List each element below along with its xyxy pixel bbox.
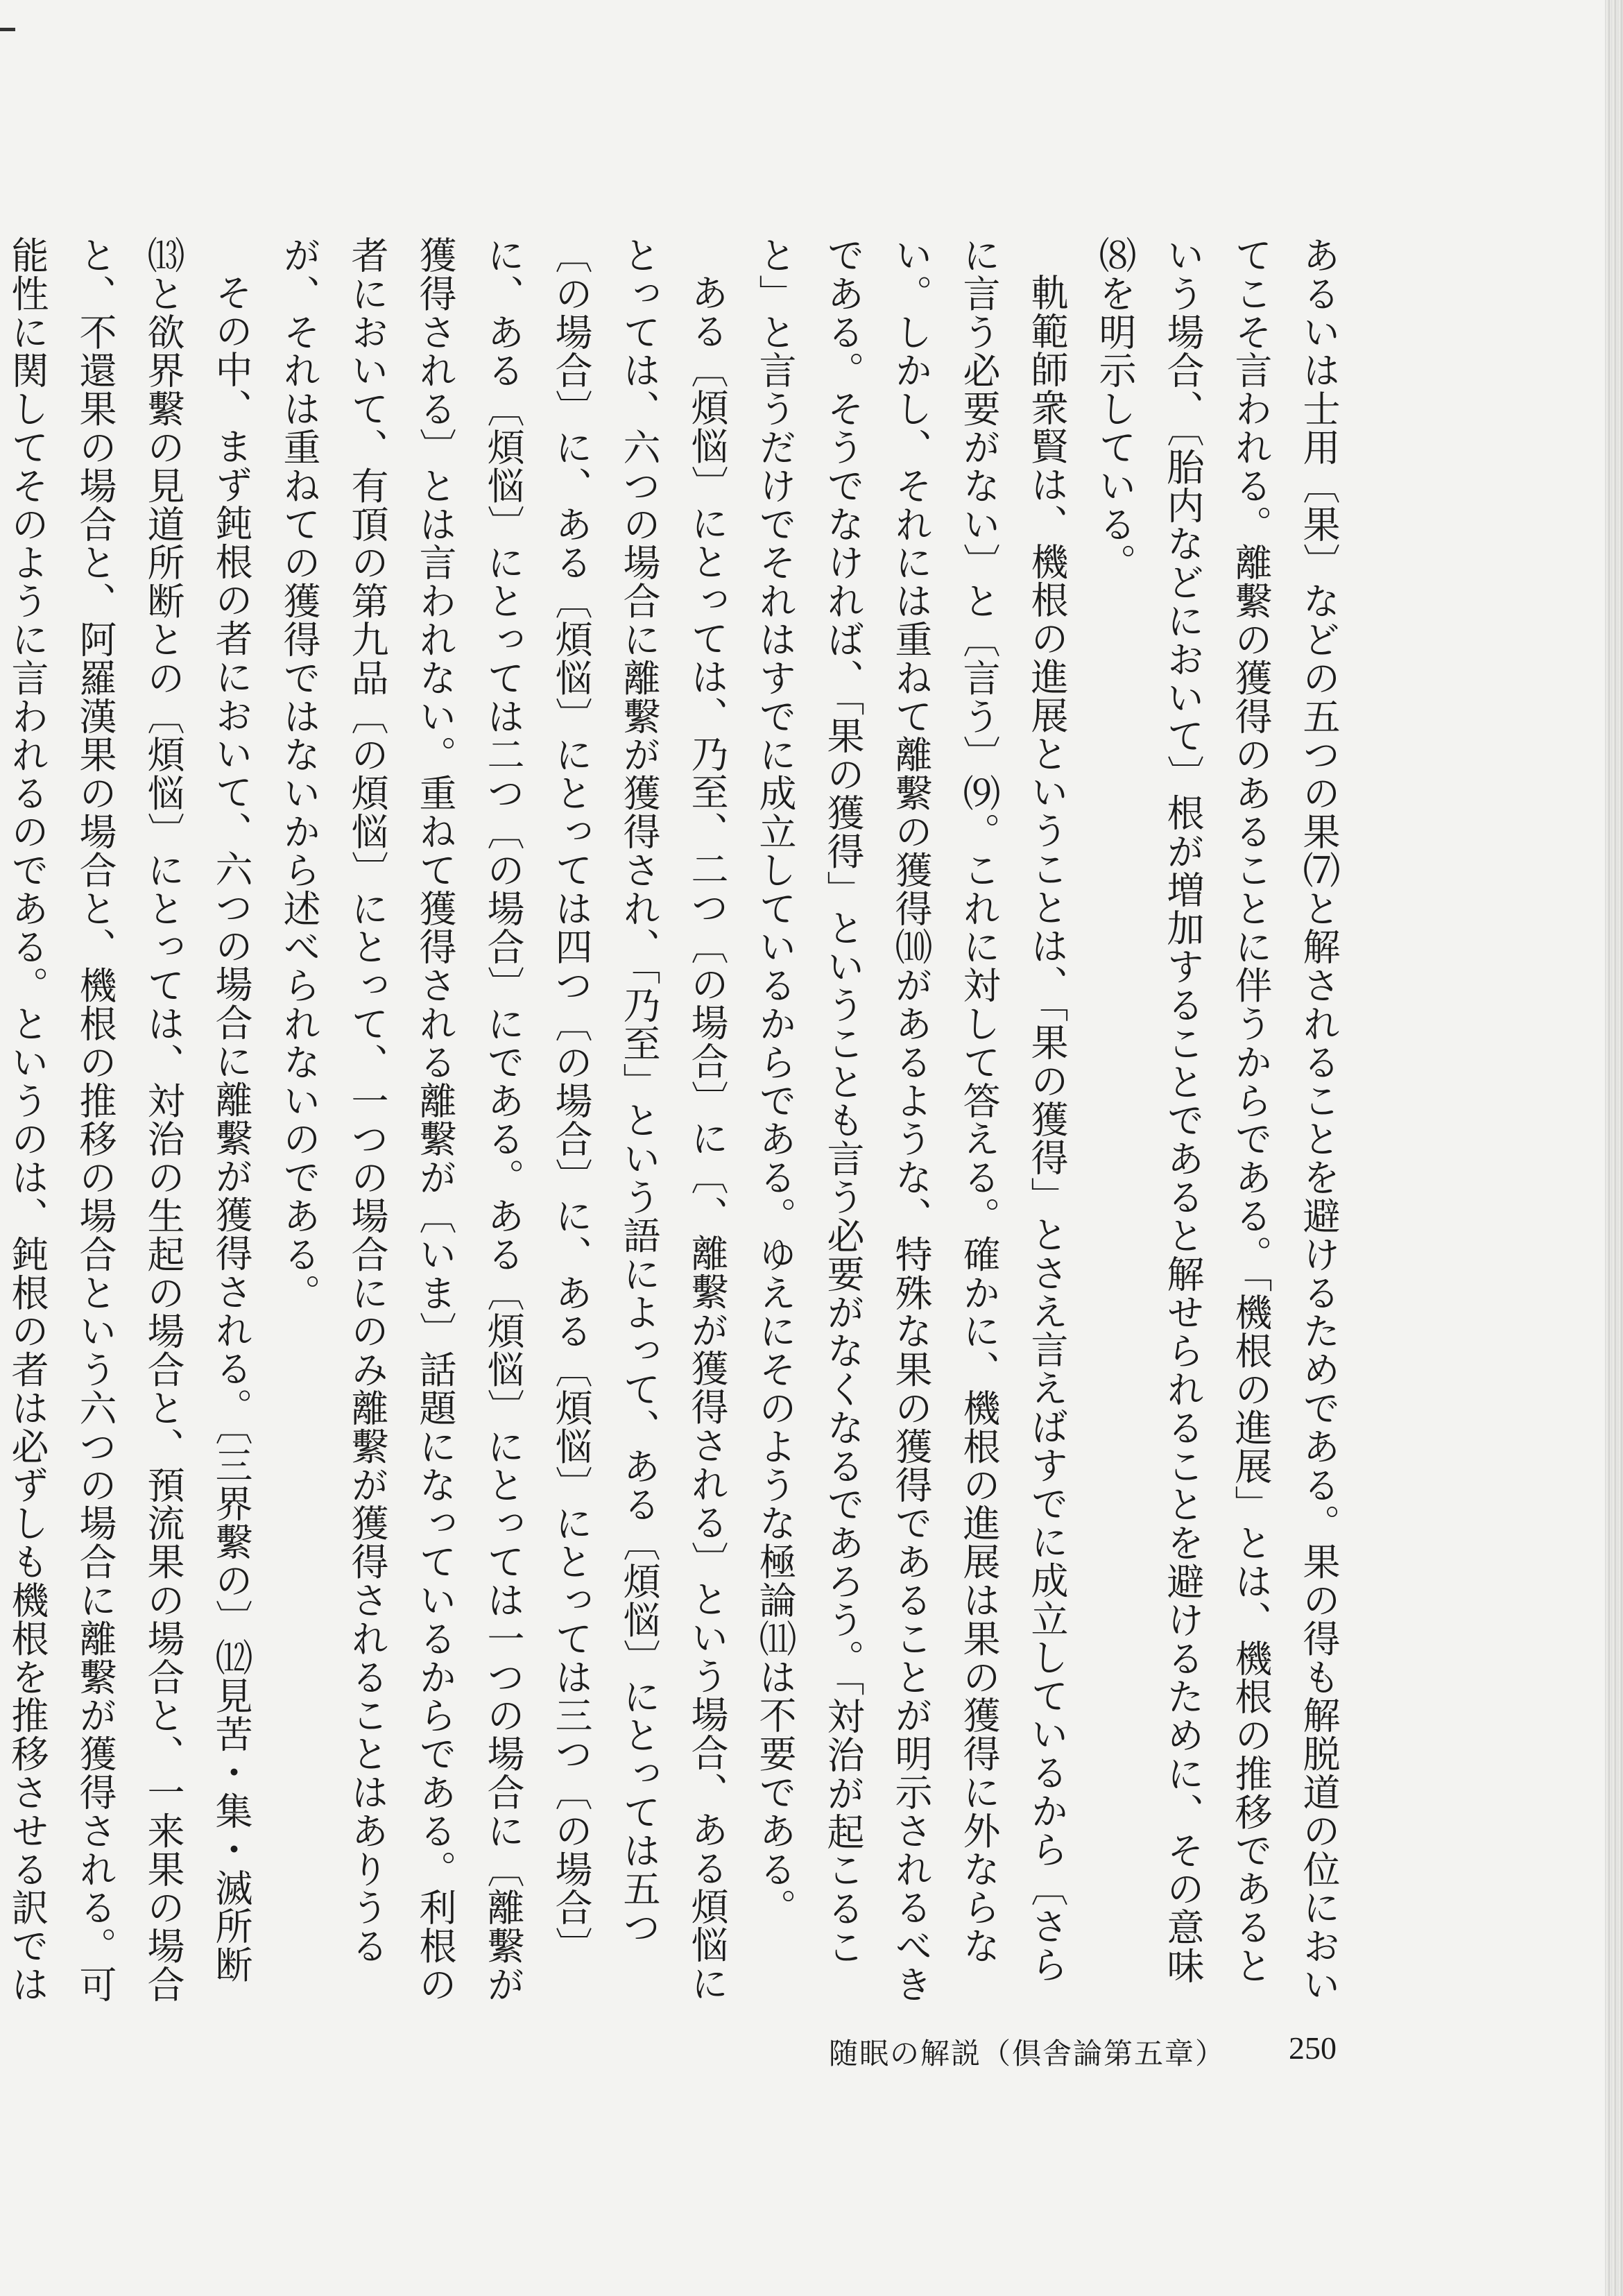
page-edge	[1605, 0, 1623, 2296]
paragraph-1: あるいは士用〔果〕などの五つの果⑺と解されることを避けるためである。果の得も解脱道の位においてこそ言われる。離繫の獲得のあることに伴うからである。「機根の進展」とは、機根の推移であるという場合、〔胎内などにおいて〕根が増加することであると解せられることを避けるために、その意味⑻を明示している。	[1093, 236, 1341, 2004]
paragraph-2: 軌範師衆賢は、機根の進展ということは、「果の獲得」とさえ言えばすでに成立しているから〔さらに言う必要がない〕と〔言う〕⑼。これに対して答える。確かに、機根の進展は果の獲得に外ならない。しかし、それには重ねて離繫の獲得⑽があるような、特殊な果の獲得であることが明示されるべきである。そうでなければ、「果の獲得」ということも言う必要がなくなるであろう。「対治が起こること」と言うだけでそれはすでに成立しているからである。ゆえにそのような極論⑾は不要である。	[753, 236, 1069, 2004]
paragraph-4: その中、まず鈍根の者において、六つの場合に離繫が獲得される。〔三界繫の〕⑿見苦・集・滅所断⒀と欲界繫の見道所断との〔煩悩〕にとっては、対治の生起の場合と、預流果の場合と、一来果の場合と、不還果の場合と、阿羅漢果の場合と、機根の推移の場合という六つの場合に離繫が獲得される。可能性に関してそのように言われるのである。というのは、鈍根の者は必ずしも機根を推移させる訳では	[6, 236, 253, 2004]
page-number: 250	[1289, 2030, 1337, 2066]
body-text	[6, 236, 1352, 2012]
paragraph-3: ある〔煩悩〕にとっては、乃至、二つ〔の場合〕に〔、離繫が獲得される〕という場合、ある煩悩にとっては、六つの場合に離繫が獲得され、「乃至」という語によって、ある〔煩悩〕にとっては五つ〔の場合〕に、ある〔煩悩〕にとっては四つ〔の場合〕に、ある〔煩悩〕にとっては三つ〔の場合〕に、ある〔煩悩〕にとっては二つ〔の場合〕にである。ある〔煩悩〕にとっては一つの場合に〔離繫が獲得される〕とは言われない。重ねて獲得される離繫が〔いま〕話題になっているからである。利根の者において、有頂の第九品〔の煩悩〕にとって、一つの場合にのみ離繫が獲得されることはありうるが、それは重ねての獲得ではないから述べられないのである。	[277, 236, 729, 2004]
corner-mark	[0, 28, 15, 31]
running-head: 随眠の解説（倶舎論第五章）	[829, 2037, 1226, 2071]
